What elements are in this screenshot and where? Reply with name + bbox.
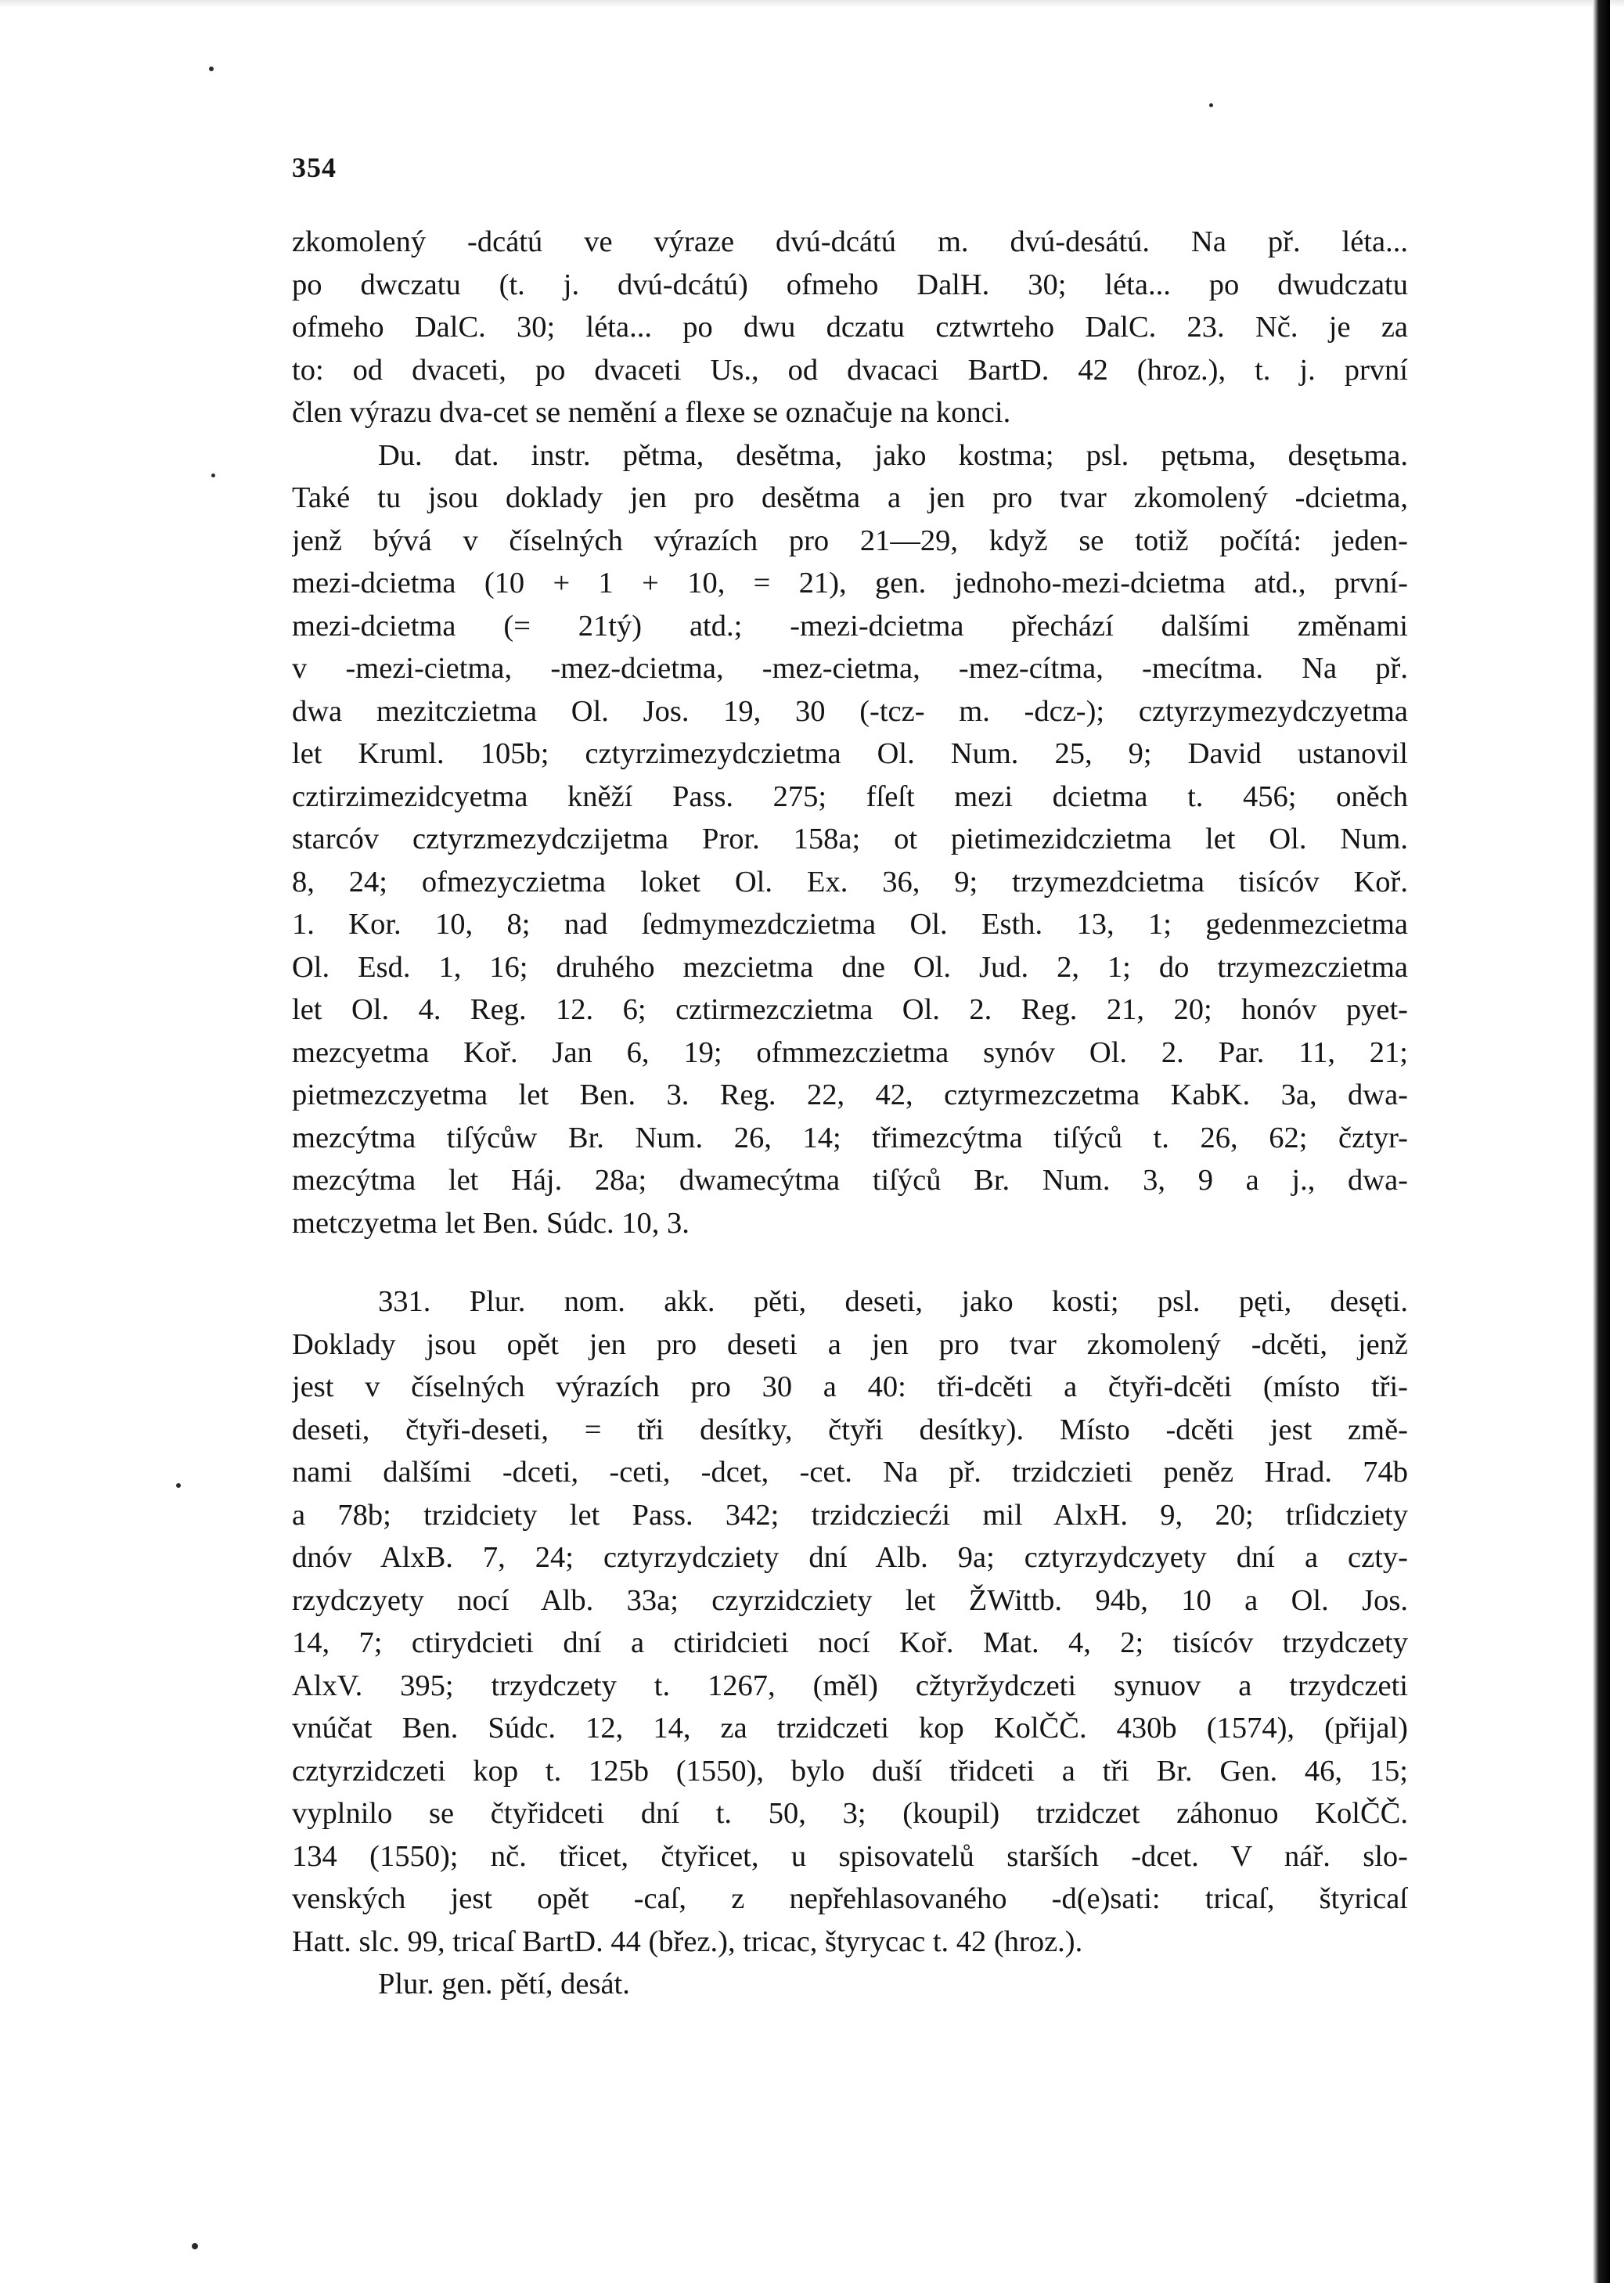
paragraph-start-line: Du. dat. instr. pětma, desětma, jako kostma; psl. pętьma, desętьma. [378, 438, 1408, 472]
text-line: Ol. Esd. 1, 16; druhého mezcietma dne Ol. Jud. 2, 1; do trzymezczietma [292, 950, 1408, 984]
text-line: 1. Kor. 10, 8; nad ſedmymezdczietma Ol. Esth. 13, 1; gedenmezcietma [292, 908, 1408, 941]
text-line: mezcyetma Koř. Jan 6, 19; ofmmezczietma synóv Ol. 2. Par. 11, 21; [292, 1035, 1408, 1069]
text-line: mezcýtma tiſýcůw Br. Num. 26, 14; třimezcýtma tiſýců t. 26, 62; čztyr- [292, 1121, 1408, 1154]
text-line: pietmezczyetma let Ben. 3. Reg. 22, 42, cztyrmezczetma KabK. 3a, dwa- [292, 1078, 1408, 1111]
page-number: 354 [292, 152, 337, 183]
speck [192, 2243, 198, 2249]
text-line: vyplnilo se čtyřidceti dní t. 50, 3; (koupil) trzidczet záhonuo KolČČ. [292, 1797, 1408, 1830]
paragraph-start-line: Plur. gen. pětí, desát. [378, 1968, 630, 2000]
text-line: jest v číselných výrazích pro 30 a 40: tři-dcěti a čtyři-dcěti (místo tři- [292, 1370, 1408, 1403]
text-line: jenž bývá v číselných výrazích pro 21—29, když se totiž počítá: jeden- [292, 524, 1408, 557]
text-line: mezcýtma let Háj. 28a; dwamecýtma tiſýců Br. Num. 3, 9 a j., dwa- [292, 1164, 1408, 1197]
speck [176, 1483, 181, 1488]
text-line: starcóv cztyrzmezydczijetma Pror. 158a; ot pietimezidczietma let Ol. Num. [292, 823, 1408, 855]
text-line: vnúčat Ben. Súdc. 12, 14, za trzidczeti kop KolČČ. 430b (1574), (přijal) [292, 1712, 1408, 1745]
text-line: a 78b; trzidciety let Pass. 342; trzidcziecźi mil AlxH. 9, 20; trſidcziety [292, 1498, 1408, 1532]
text-line: 8, 24; ofmezyczietma loket Ol. Ex. 36, 9; trzymezdcietma tisícóv Koř. [292, 865, 1408, 898]
text-line: to: od dvaceti, po dvaceti Us., od dvacaci BartD. 42 (hroz.), t. j. první [292, 353, 1408, 387]
text-line: dwa mezitczietma Ol. Jos. 19, 30 (-tcz- m. -dcz-); cztyrzymezydczyetma [292, 694, 1408, 728]
text-line: cztyrzidczeti kop t. 125b (1550), bylo duší třidceti a tři Br. Gen. 46, 15; [292, 1754, 1408, 1788]
text-line: deseti, čtyři-deseti, = tři desítky, čtyři desítky). Místo -dcěti jest změ- [292, 1413, 1408, 1446]
text-line: rzydczyety nocí Alb. 33a; czyrzidcziety let ŽWittb. 94b, 10 a Ol. Jos. [292, 1583, 1408, 1617]
speck [1209, 103, 1213, 107]
text-line: Doklady jsou opět jen pro deseti a jen pro tvar zkomolený -dcěti, jenž [292, 1327, 1408, 1361]
text-line: ofmeho DalC. 30; léta... po dwu dczatu cztwrteho DalC. 23. Nč. je za [292, 311, 1408, 344]
text-line: zkomolený -dcátú ve výraze dvú-dcátú m. dvú-desátú. Na př. léta... [292, 225, 1408, 258]
speck [211, 474, 215, 477]
text-line: venských jest opět -caſ, z nepřehlasovaného -d(e)sati: tricaſ, štyricaſ [292, 1882, 1408, 1915]
text-line: mezi-dcietma (10 + 1 + 10, = 21), gen. jednoho-mezi-dcietma atd., první- [292, 567, 1408, 600]
text-line: Hatt. slc. 99, tricaſ BartD. 44 (břez.), tricac, štyrycac t. 42 (hroz.). [292, 1925, 1083, 1958]
section-start-line: 331. Plur. nom. akk. pěti, deseti, jako kosti; psl. pęti, desęti. [378, 1285, 1408, 1318]
text-line: v -mezi-cietma, -mez-dcietma, -mez-cietma, -mez-cítma, -mecítma. Na př. [292, 652, 1408, 685]
paragraph-gap [292, 1244, 1408, 1280]
text-line: po dwczatu (t. j. dvú-dcátú) ofmeho DalH. 30; léta... po dwudczatu [292, 268, 1408, 301]
text-line: člen výrazu dva-cet se nemění a flexe se označuje na konci. [292, 396, 1011, 429]
text-line: cztirzimezidcyetma kněží Pass. 275; fſeſt mezi dcietma t. 456; oněch [292, 780, 1408, 813]
text-line: 134 (1550); nč. třicet, čtyřicet, u spisovatelů starších -dcet. V nář. slo- [292, 1839, 1408, 1873]
text-line: Také tu jsou doklady jen pro desětma a jen pro tvar zkomolený -dcietma, [292, 481, 1408, 514]
text-line: let Ol. 4. Reg. 12. 6; cztirmezczietma Ol. 2. Reg. 21, 20; honóv pyet- [292, 993, 1408, 1026]
text-line: let Kruml. 105b; cztyrzimezydczietma Ol. Num. 25, 9; David ustanovil [292, 737, 1408, 770]
text-line: metczyetma let Ben. Súdc. 10, 3. [292, 1206, 690, 1240]
text-line: AlxV. 395; trzydczety t. 1267, (měl) cžtyržydczeti synuov a trzydczeti [292, 1669, 1408, 1702]
speck [209, 67, 214, 71]
text-line: nami dalšími -dceti, -ceti, -dcet, -cet. Na př. trzidczieti peněz Hrad. 74b [292, 1456, 1408, 1489]
scan-top-shadow [0, 0, 1624, 8]
body-text [292, 221, 1408, 2006]
text-line: 14, 7; ctirydcieti dní a ctiridcieti nocí Koř. Mat. 4, 2; tisícóv trzydczety [292, 1626, 1408, 1659]
scan-right-edge [1593, 0, 1610, 2283]
text-line: mezi-dcietma (= 21tý) atd.; -mezi-dcietma přechází dalšími změnami [292, 609, 1408, 643]
text-line: dnóv AlxB. 7, 24; cztyrzydcziety dní Alb. 9a; cztyrzydczyety dní a czty- [292, 1541, 1408, 1574]
